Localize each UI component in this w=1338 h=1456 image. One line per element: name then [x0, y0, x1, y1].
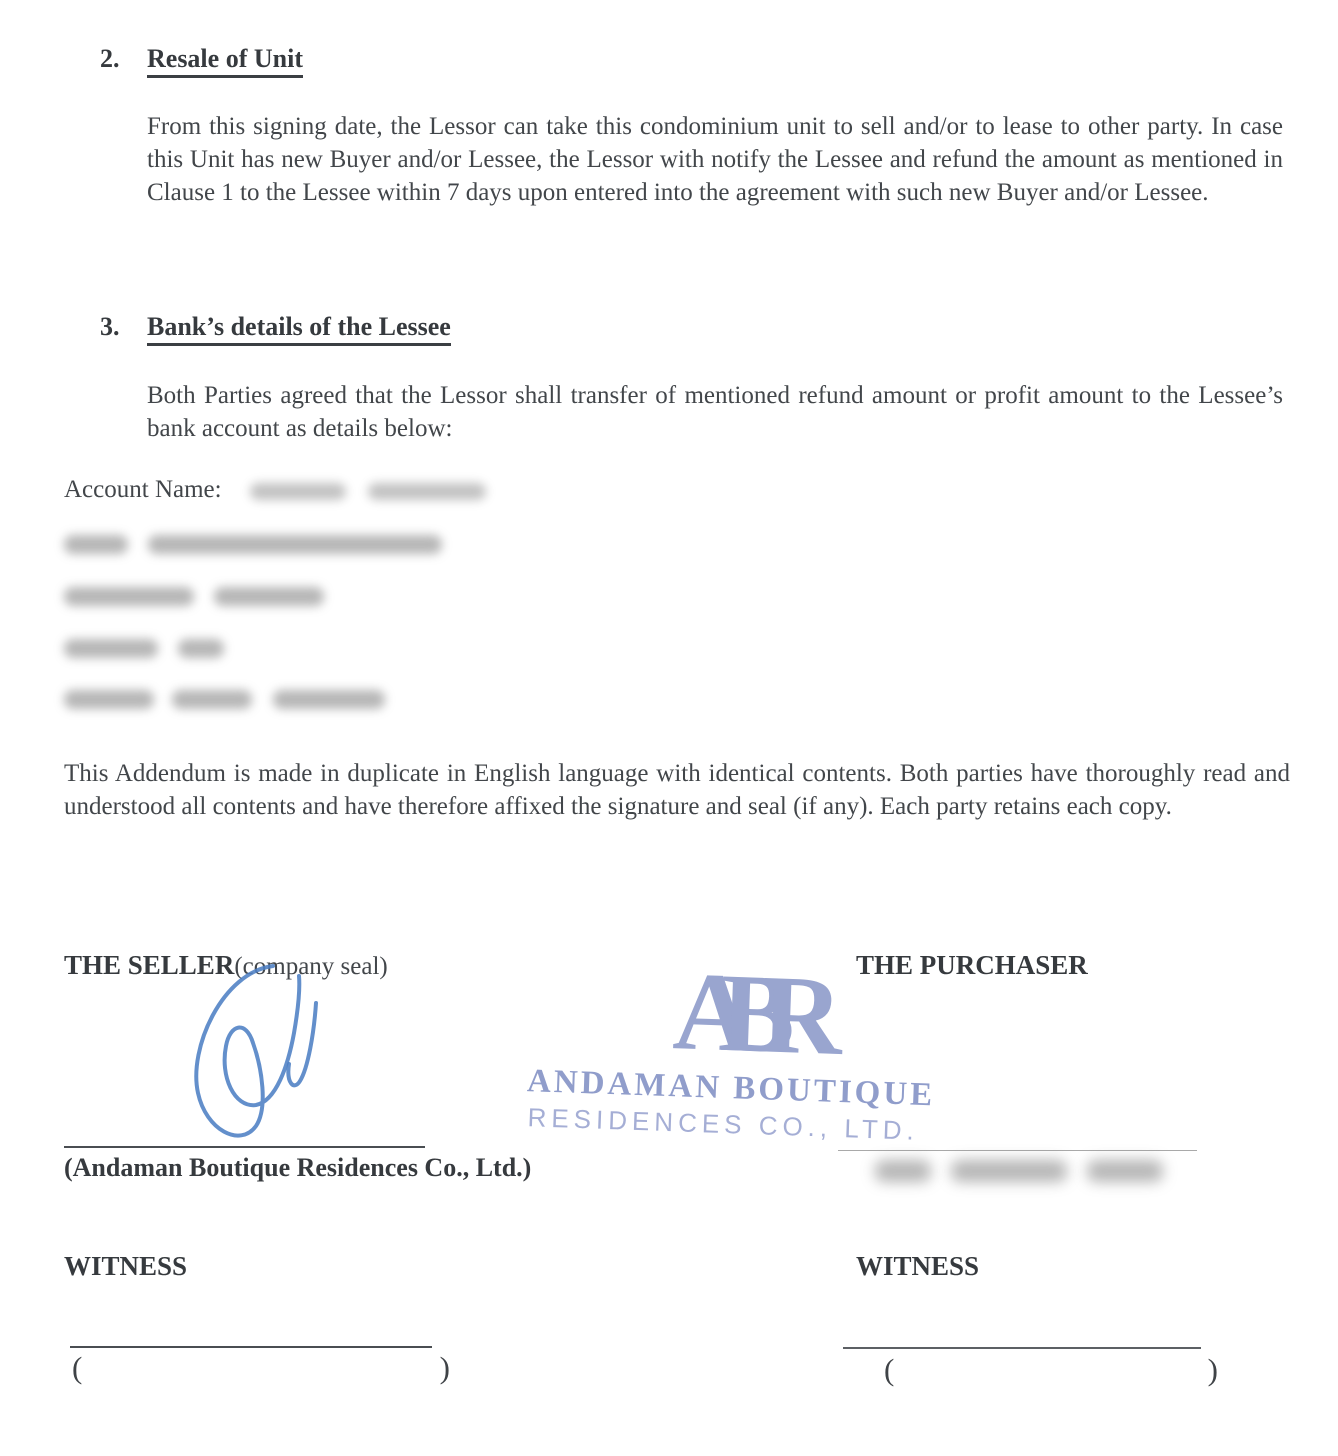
redacted-text [368, 483, 486, 500]
section-2-body: From this signing date, the Lessor can take this condominium unit to sell and/or to lease to other party. In case this Unit has new Buyer and/or Lessee, the Lessor with notify the Lessee and refund the amount as mentioned in Clause 1 to the Lessee within 7 days upon entered into the agreement with such new Buyer and/or Lessee. [147, 113, 1283, 206]
redacted-text [64, 690, 154, 709]
seller-label-text: THE SELLER [64, 950, 235, 980]
purchaser-name-redacted [875, 1160, 1163, 1184]
section-2-heading [100, 44, 303, 74]
witness-line-right [843, 1347, 1201, 1349]
redacted-text [250, 483, 346, 500]
witness-paren-row-right [884, 1352, 1218, 1388]
redacted-text [172, 690, 252, 709]
section-3-body: Both Parties agreed that the Lessor shall transfer of mentioned refund amount or profit amount to the Lessee’s bank account as details below: [147, 382, 1283, 442]
seller-company-name: (Andaman Boutique Residences Co., Ltd.) [64, 1153, 532, 1182]
paren-close: ) [439, 1350, 450, 1385]
redacted-text [951, 1160, 1067, 1182]
closing-paragraph: This Addendum is made in duplicate in English language with identical contents. Both parties have thoroughly read and understood all contents and have therefore affixed the signature and seal (if any). Each party retains each copy. [64, 760, 1290, 820]
section-title: Resale of Unit [147, 44, 303, 78]
section-title: Bank’s details of the Lessee [147, 312, 451, 346]
witness-paren-row-left [72, 1350, 450, 1386]
redacted-bank-line [64, 530, 442, 558]
stamp-monogram: ABR [671, 949, 812, 1078]
stamp-company-line2: RESIDENCES CO., LTD. [527, 1102, 920, 1146]
section-number: 2. [100, 44, 120, 73]
section-number: 3. [100, 312, 120, 341]
redacted-text [273, 690, 385, 709]
section-3-heading [100, 312, 451, 342]
stamp-company-line1: ANDAMAN BOUTIQUE [526, 1063, 936, 1114]
redacted-bank-line [64, 582, 324, 610]
redacted-text [214, 587, 324, 606]
account-name-row [64, 476, 486, 504]
paren-close: ) [1207, 1352, 1218, 1387]
redacted-bank-line [64, 685, 385, 713]
account-name-label: Account Name: [64, 476, 222, 503]
redacted-bank-line [64, 634, 224, 662]
redacted-text [178, 639, 224, 658]
redacted-text [64, 639, 158, 658]
paren-open: ( [72, 1350, 83, 1385]
paren-open: ( [884, 1352, 895, 1387]
handwritten-signature-ink [168, 958, 343, 1153]
witness-line-left [70, 1346, 432, 1348]
witness-label-right: WITNESS [856, 1251, 980, 1281]
redacted-text [1087, 1160, 1163, 1182]
redacted-text [875, 1160, 931, 1182]
purchaser-signature-line [838, 1150, 1197, 1151]
purchaser-label: THE PURCHASER [856, 950, 1088, 980]
seller-signature-line [64, 1146, 425, 1148]
redacted-text [64, 535, 128, 554]
redacted-text [148, 535, 442, 554]
redacted-text [64, 587, 194, 606]
company-seal-note: (company seal) [234, 953, 388, 980]
witness-label-left: WITNESS [64, 1251, 188, 1281]
company-stamp [525, 949, 936, 1158]
